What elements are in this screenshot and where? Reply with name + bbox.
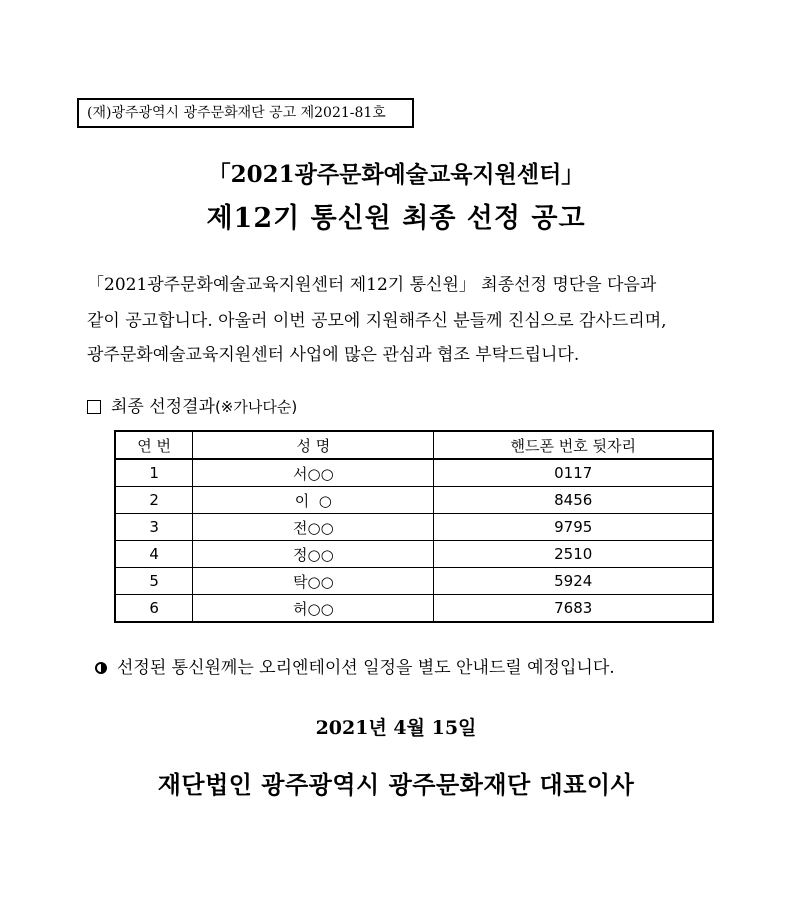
cell-number: 4 [115,541,193,568]
orientation-notice [95,653,615,678]
notice-number: (재)광주광역시 광주문화재단 공고 제2021-81호 [87,105,386,121]
cell-phone: 0117 [434,459,713,487]
table-row [115,541,713,568]
column-header-phone: 핸드폰 번호 뒷자리 [434,431,713,459]
signature-line: 재단법인 광주광역시 광주문화재단 대표이사 [157,770,635,799]
cell-phone: 2510 [434,541,713,568]
cell-phone: 9795 [434,514,713,541]
checkbox-square-icon [87,400,101,414]
orientation-notice-text: 선정된 통신원께는 오리엔테이션 일정을 별도 안내드릴 예정입니다. [117,658,615,678]
cell-name: 허○○ [193,595,434,623]
cell-phone: 8456 [434,487,713,514]
cell-name: 정○○ [193,541,434,568]
half-circle-bullet-icon [95,662,107,674]
cell-phone: 7683 [434,595,713,623]
table-row [115,568,713,595]
section-heading-label: 최종 선정결과 [111,397,215,417]
title-line-1: 「2021광주문화예술교육지원센터」 [207,161,585,188]
cell-number: 2 [115,487,193,514]
body-paragraph-line-1: 「2021광주문화예술교육지원센터 제12기 통신원」 최종선정 명단을 다음과 [87,275,657,295]
column-header-name: 성 명 [193,431,434,459]
table-row [115,514,713,541]
body-paragraph-line-2: 같이 공고합니다. 아울러 이번 공모에 지원해주신 분들께 진심으로 감사드리며, [87,311,667,331]
table-header-row [115,431,713,459]
cell-name: 이 ○ [193,487,434,514]
cell-name: 전○○ [193,514,434,541]
body-paragraph-line-3: 광주문화예술교육지원센터 사업에 많은 관심과 협조 부탁드립니다. [87,345,580,365]
results-table [114,430,714,623]
cell-number: 5 [115,568,193,595]
page-title: 제12기 통신원 최종 선정 공고 [206,203,586,234]
column-header-number: 연 번 [115,431,193,459]
cell-phone: 5924 [434,568,713,595]
notice-number-box [77,98,414,128]
cell-number: 3 [115,514,193,541]
cell-number: 1 [115,459,193,487]
table-row [115,595,713,623]
cell-number: 6 [115,595,193,623]
table-row [115,487,713,514]
cell-name: 탁○○ [193,568,434,595]
section-heading-note: (※가나다순) [214,398,298,416]
cell-name: 서○○ [193,459,434,487]
section-heading [87,392,297,417]
table-row [115,459,713,487]
announcement-date: 2021년 4월 15일 [315,717,477,739]
